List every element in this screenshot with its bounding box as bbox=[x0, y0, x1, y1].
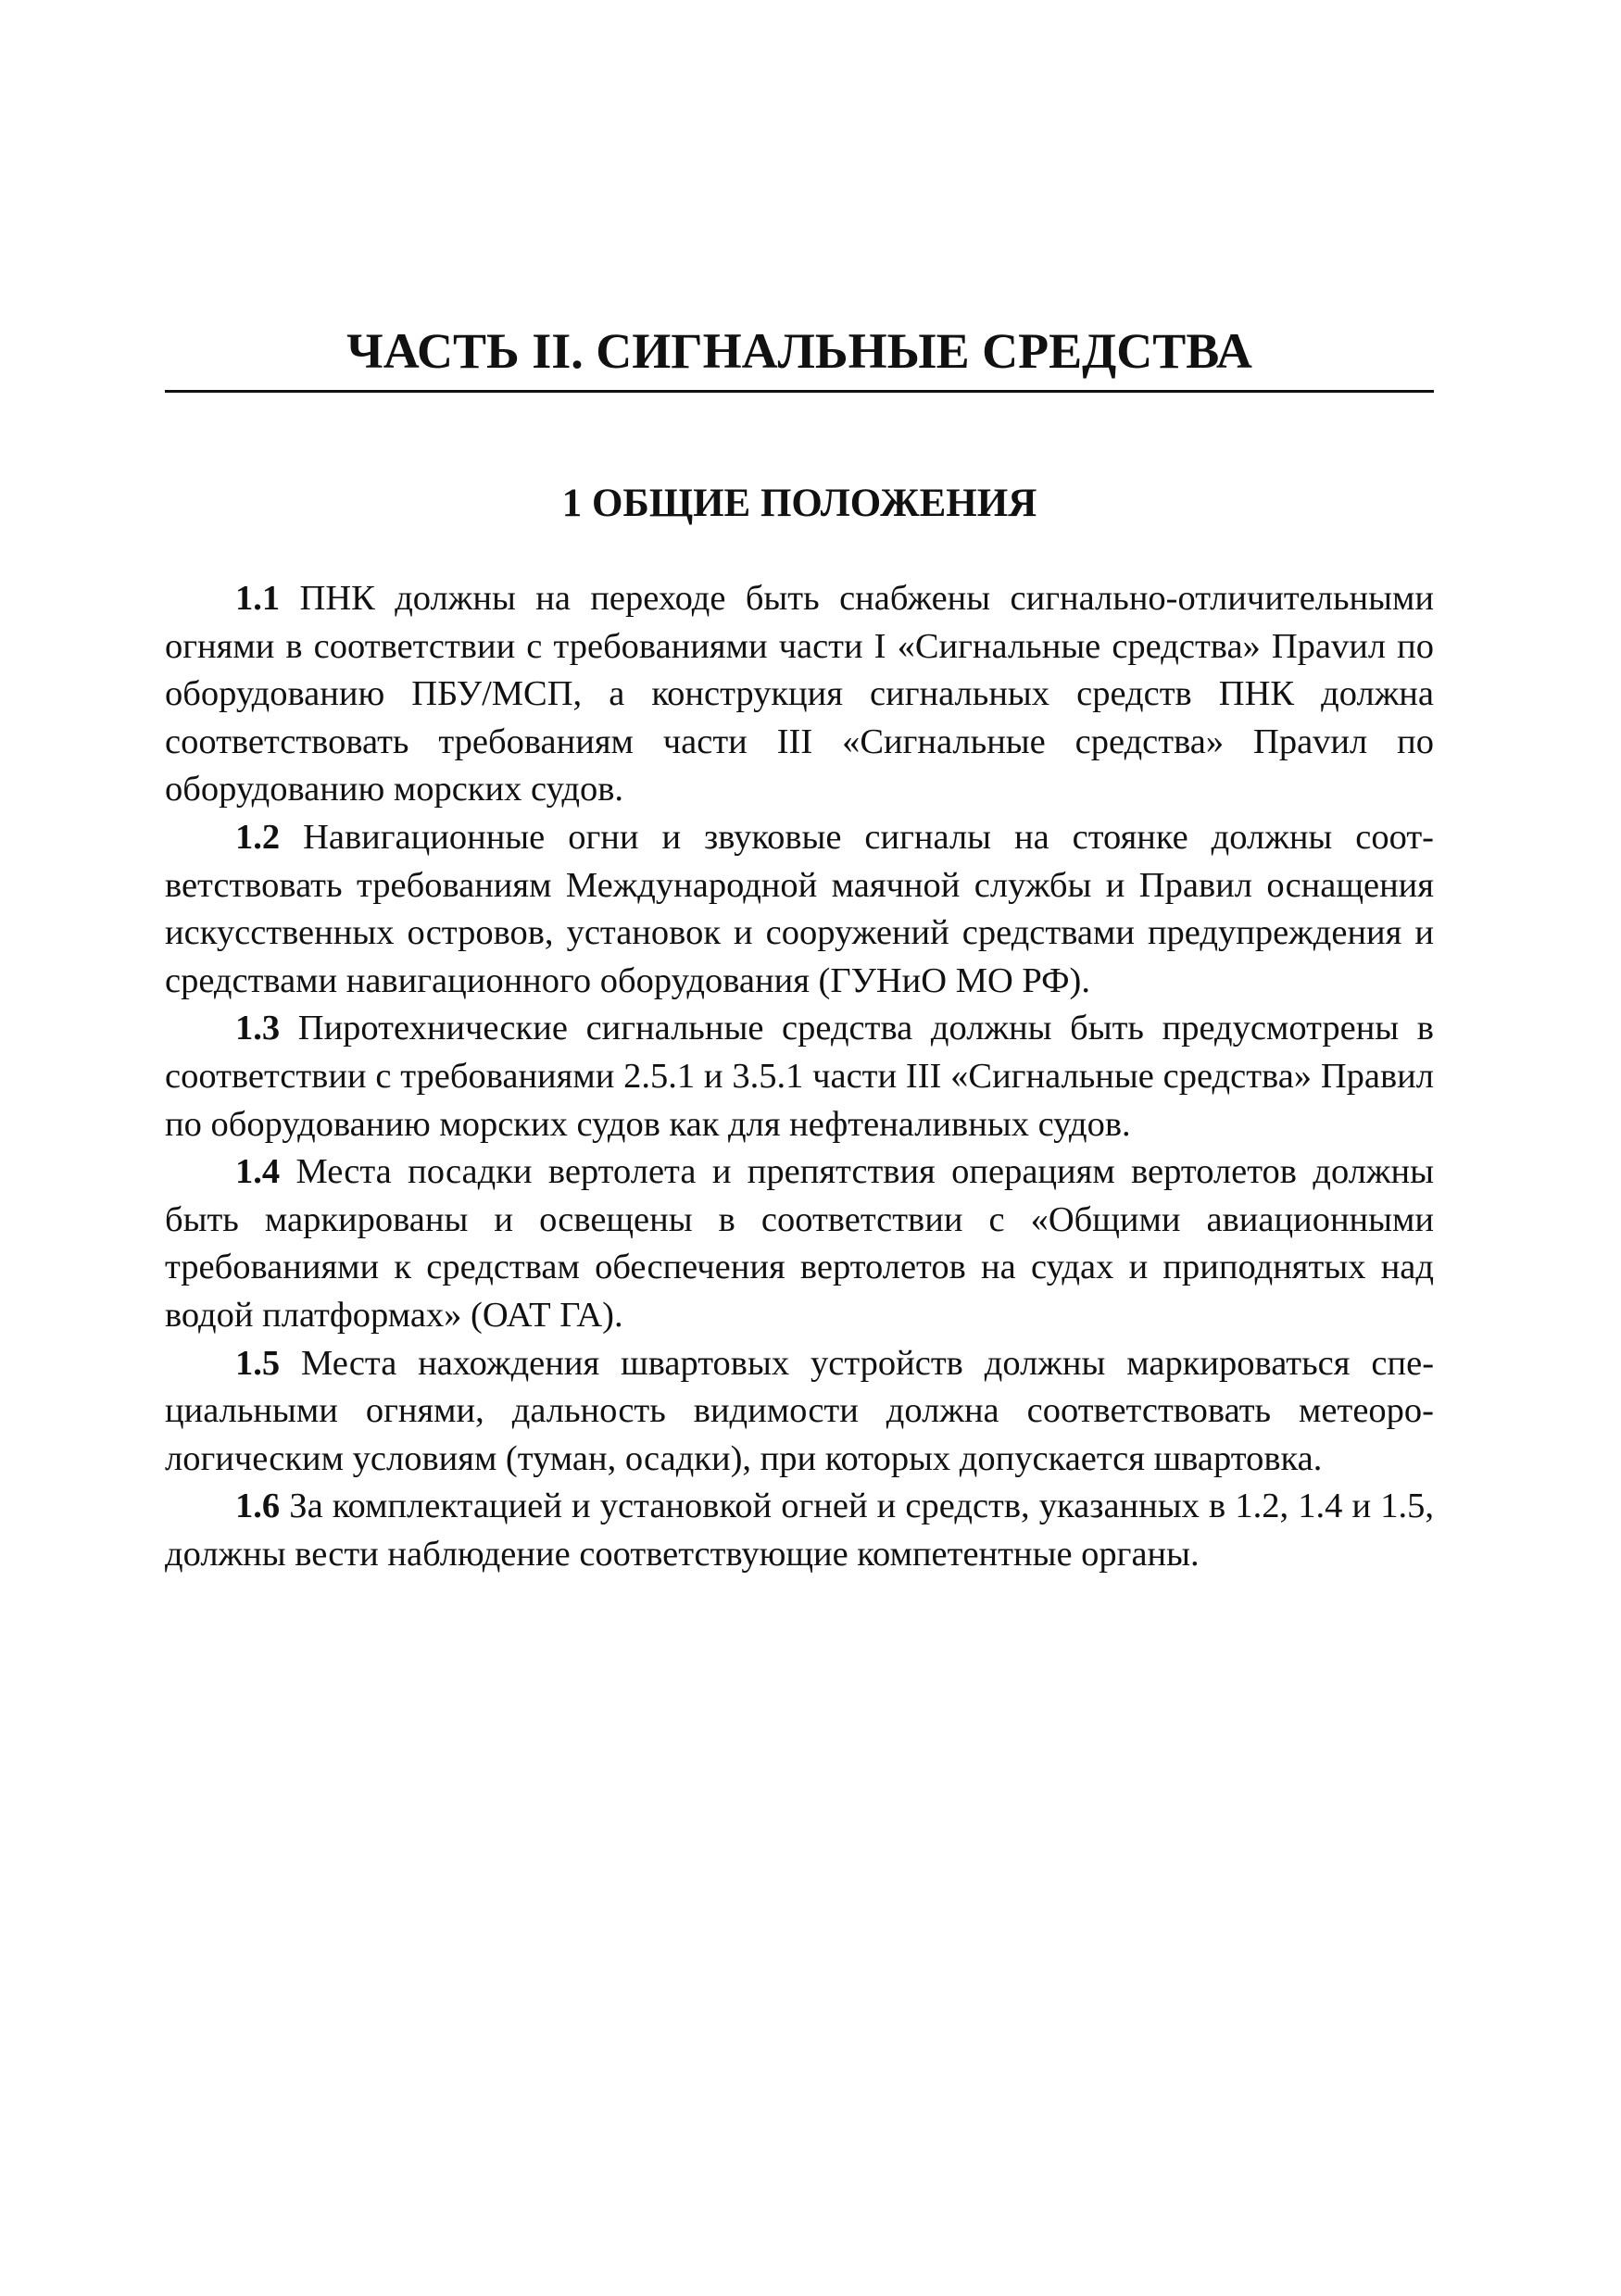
paragraph-text: За комплектацией и установкой огней и средств, указанных в 1.2, 1.4 и 1.5, должны вести наблюдение соответствующие компетентные органы. bbox=[165, 1487, 1435, 1574]
document-body bbox=[165, 575, 1434, 1578]
paragraph-number: 1.2 bbox=[235, 817, 281, 857]
paragraph-number: 1.5 bbox=[235, 1343, 281, 1383]
paragraph-text: Навигационные огни и звуковые сигналы на стоянке должны соответствовать требованиям Международной маячной службы и Правил оснащения искусственных островов, установок и сооружений средствами предупреждения и средствами навигационного оборудования (ГУНиО МО РФ). bbox=[165, 817, 1434, 1000]
section-heading: 1 ОБЩИЕ ПОЛОЖЕНИЯ bbox=[561, 482, 1037, 525]
paragraph-1-2 bbox=[165, 814, 1434, 1005]
part-title: ЧАСТЬ II. СИГНАЛЬНЫЕ СРЕДСТВА bbox=[346, 323, 1252, 379]
paragraph-1-5 bbox=[165, 1340, 1434, 1484]
paragraph-number: 1.1 bbox=[235, 579, 281, 618]
paragraph-1-4 bbox=[165, 1148, 1434, 1339]
title-underline bbox=[165, 390, 1434, 393]
paragraph-text: Места посадки вертолета и препятствия операциям вертолетов должны быть маркированы и освещены в соответствии с «Общими авиационными требованиями к средствам обеспечения вертолетов на судах и приподнятых над водой платформах» (ОАТ ГА). bbox=[165, 1152, 1434, 1335]
paragraph-number: 1.3 bbox=[235, 1009, 281, 1048]
paragraph-text: Пиротехнические сигнальные средства должны быть предусмотрены в соответствии с требованиями 2.5.1 и 3.5.1 части III «Сигнальные средства» Правил по оборудованию морских судов как для нефтеналивных судов. bbox=[165, 1009, 1434, 1144]
paragraph-number: 1.6 bbox=[235, 1487, 281, 1526]
paragraph-number: 1.4 bbox=[235, 1152, 281, 1192]
paragraph-text: ПНК должны на переходе быть снабжены сигнально-отличительными огнями в соответствии с требованиями части I «Сигнальные средства» Праvил по оборудованию ПБУ/МСП, а конструкция сигнальных средств ПНК должна соответствовать требованиям части III «Сигнальные средства» Праvил по оборудованию морских судов. bbox=[165, 579, 1434, 809]
paragraph-text: Места нахождения швартовых устройств должны маркироваться специальными огнями, дальность видимости должна соответствовать метеорологическим условиям (туман, осадки), при которых допускается швартовка. bbox=[165, 1343, 1435, 1478]
paragraph-1-3 bbox=[165, 1005, 1434, 1148]
paragraph-1-1 bbox=[165, 575, 1434, 814]
paragraph-1-6 bbox=[165, 1483, 1434, 1578]
